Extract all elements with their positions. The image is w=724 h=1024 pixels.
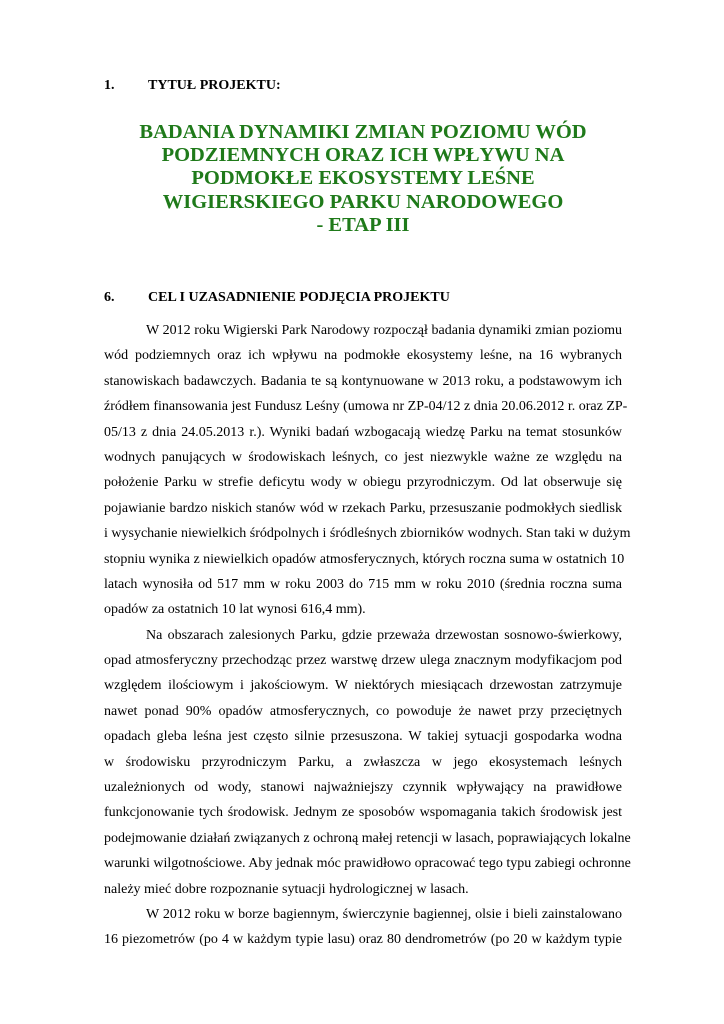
paragraph-line: położenie Parku w strefie deficytu wody w obiegu przyrodniczym. Od lat obserwuje się <box>104 475 622 491</box>
paragraph-line: opad atmosferyczny przechodząc przez warstwę drzew ulega znacznym modyfikacjom pod <box>104 653 622 669</box>
section-1-heading <box>104 78 281 94</box>
paragraph-line: wodnych panujących w środowiskach leśnych, co jest niezwykle ważne ze względu na <box>104 449 622 465</box>
project-title-line: BADANIA DYNAMIKI ZMIAN POZIOMU WÓD <box>139 121 587 143</box>
paragraph-line: źródłem finansowania jest Fundusz Leśny (umowa nr ZP-04/12 z dnia 20.06.2012 r. oraz ZP- <box>104 399 628 415</box>
body-paragraph <box>104 623 631 902</box>
paragraph-line: i wysychanie niewielkich śródpolnych i śródleśnych zbiorników wodnych. Stan taki w dużym <box>104 526 631 542</box>
section-1-label: TYTUŁ PROJEKTU: <box>148 78 281 93</box>
project-title-line: - ETAP III <box>316 213 410 236</box>
paragraph-line: opadach gleba leśna jest często silnie przesuszona. W takiej sytuacji gospodarka wodna <box>104 729 622 745</box>
paragraph-line: wód podziemnych oraz ich wpływu na podmokłe ekosystemy leśne, na 16 wybranych <box>104 348 622 364</box>
body-paragraph <box>104 902 622 953</box>
paragraph-line: W 2012 roku w borze bagiennym, świerczynie bagiennej, olsie i bieli zainstalowano <box>146 906 622 922</box>
paragraph-line: w środowisku przyrodniczym Parku, a zwłaszcza w jego ekosystemach leśnych <box>104 754 622 770</box>
section-6-body <box>104 318 631 953</box>
paragraph-line: względem ilościowym i jakościowym. W niektórych miesiącach drzewostan zatrzymuje <box>104 678 622 694</box>
paragraph-line: podejmowanie działań związanych z ochroną małej retencji w lasach, poprawiających lokalne <box>104 830 631 846</box>
paragraph-line: uzależnionych od wody, stanowi najważniejszy czynnik wpływający na prawidłowe <box>104 780 622 796</box>
body-paragraph <box>104 318 631 623</box>
project-title-line: WIGIERSKIEGO PARKU NARODOWEGO <box>162 190 564 213</box>
project-title-line: PODMOKŁE EKOSYSTEMY LEŚNE <box>191 167 535 190</box>
section-1-number: 1. <box>104 78 115 93</box>
project-title <box>104 121 622 237</box>
paragraph-line: W 2012 roku Wigierski Park Narodowy rozpoczął badania dynamiki zmian poziomu <box>146 323 622 338</box>
project-title-line: PODZIEMNYCH ORAZ ICH WPŁYWU NA <box>161 144 565 167</box>
paragraph-line: 16 piezometrów (po 4 w każdym typie lasu) oraz 80 dendrometrów (po 20 w każdym typie <box>104 932 622 948</box>
paragraph-line: stopniu wynika z niewielkich opadów atmosferycznych, których roczna suma w ostatnich 10 <box>104 551 625 567</box>
paragraph-line: latach wynosiła od 517 mm w roku 2003 do 715 mm w roku 2010 (średnia roczna suma <box>104 576 622 592</box>
paragraph-line: nawet ponad 90% opadów atmosferycznych, co powoduje że nawet przy przeciętnych <box>104 703 622 719</box>
paragraph-line: Na obszarach zalesionych Parku, gdzie przeważa drzewostan sosnowo-świerkowy, <box>146 627 622 643</box>
section-6-heading <box>104 290 450 306</box>
paragraph-line: funkcjonowanie tych środowisk. Jednym ze sposobów wspomagania takich środowisk jest <box>104 805 622 821</box>
paragraph-line: 05/13 z dnia 24.05.2013 r.). Wyniki badań wzbogacają wiedzę Parku na temat stosunków <box>104 424 622 440</box>
paragraph-line: stanowiskach badawczych. Badania te są kontynuowane w 2013 roku, a podstawowym ich <box>104 373 622 389</box>
paragraph-line: należy mieć dobre rozpoznanie sytuacji hydrologicznej w lasach. <box>104 881 469 897</box>
paragraph-line: pojawianie bardzo niskich stanów wód w rzekach Parku, przesuszanie podmokłych siedlisk <box>104 500 622 516</box>
section-6-label: CEL I UZASADNIENIE PODJĘCIA PROJEKTU <box>148 290 450 305</box>
paragraph-line: warunki wilgotnościowe. Aby jednak móc prawidłowo opracować tego typu zabiegi ochronne <box>104 856 631 872</box>
paragraph-line: opadów za ostatnich 10 lat wynosi 616,4 mm). <box>104 602 366 618</box>
section-6-number: 6. <box>104 290 115 305</box>
